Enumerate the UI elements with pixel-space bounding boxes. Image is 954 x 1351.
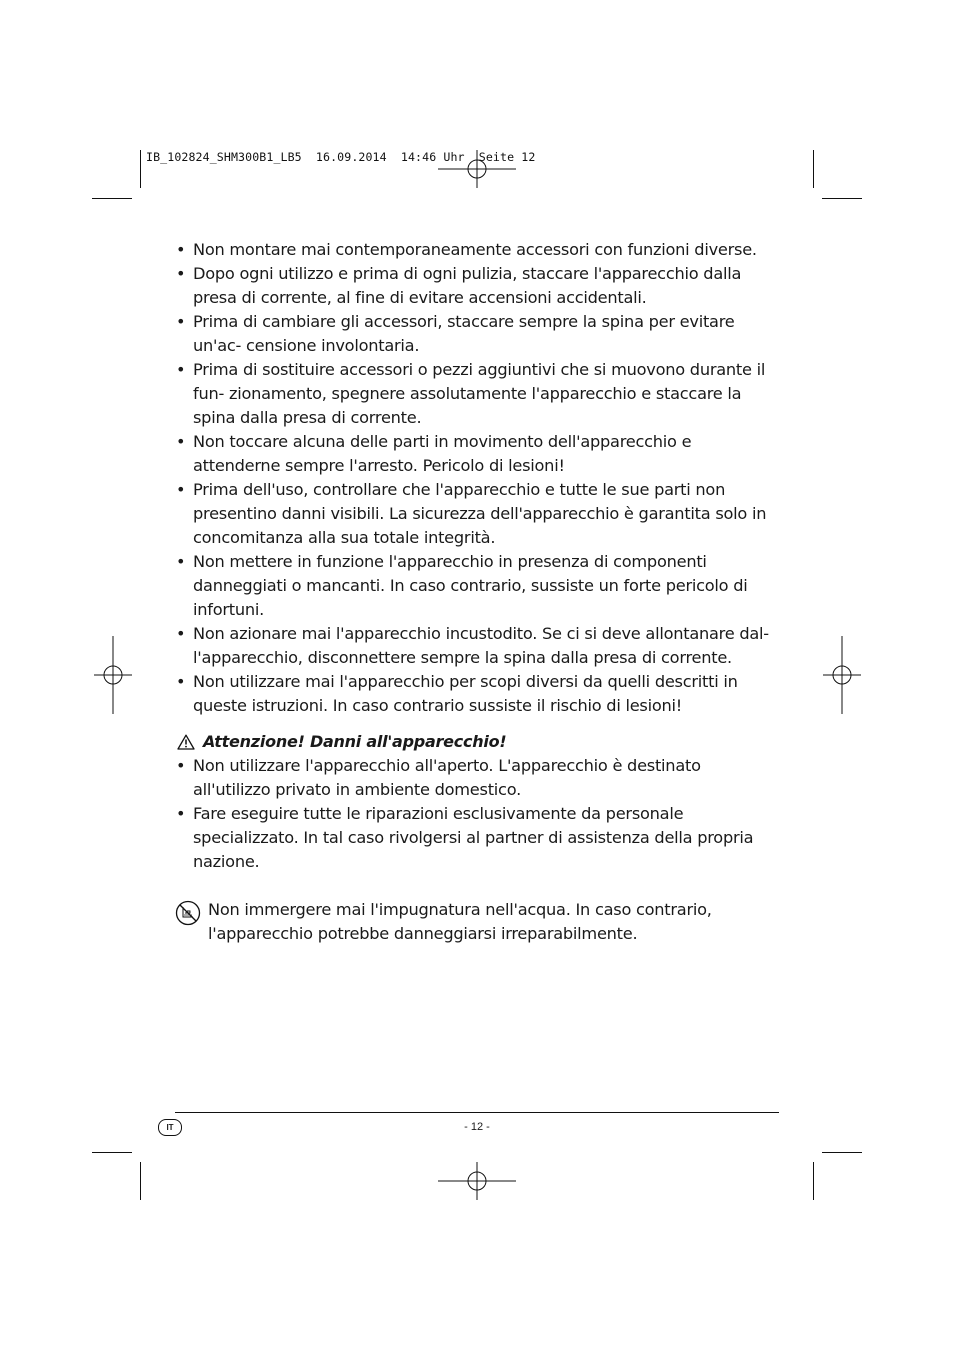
warning-triangle-icon — [177, 734, 195, 750]
bullet-marker: • — [176, 432, 186, 451]
list-item-text: Non utilizzare l'apparecchio all'aperto. L'apparecchio è destinato all'utilizzo privato in ambiente domestico. — [193, 756, 701, 799]
print-slug-line: IB_102824_SHM300B1_LB5 16.09.2014 14:46 Uhr Seite 12 — [146, 150, 536, 164]
registration-crosshair-icon — [438, 148, 516, 190]
list-item-text: Non mettere in funzione l'apparecchio in presenza di componenti danneggiati o mancanti. In caso contrario, sussiste un forte pericolo di infortuni. — [193, 552, 748, 619]
immersion-notice — [175, 898, 781, 946]
footer-rule — [175, 1112, 779, 1113]
list-item-text: Non utilizzare mai l'apparecchio per scopi diversi da quelli descritti in queste istruzioni. In caso contrario sussiste il rischio di lesioni! — [193, 672, 738, 715]
bullet-marker: • — [176, 240, 186, 259]
crop-mark — [813, 150, 814, 188]
list-item-text: Dopo ogni utilizzo e prima di ogni pulizia, staccare l'apparecchio dalla presa di corrente, al fine di evitare accensioni accidentali. — [193, 264, 742, 307]
crop-mark — [813, 1162, 814, 1200]
warning-heading-text: Attenzione! Danni all'apparecchio! — [203, 732, 507, 751]
bullet-marker: • — [176, 360, 186, 379]
list-item — [175, 358, 781, 430]
list-item-text: Non toccare alcuna delle parti in movimento dell'apparecchio e attenderne sempre l'arresto. Pericolo di lesioni! — [193, 432, 692, 475]
safety-bullet-list — [175, 238, 781, 718]
list-item-text: Prima di sostituire accessori o pezzi aggiuntivi che si muovono durante il fun- zionamento, spegnere assolutamente l'apparecchio e staccare la spina dalla presa di corrente. — [193, 360, 766, 427]
bullet-marker: • — [176, 804, 186, 823]
list-item — [175, 670, 781, 718]
list-item-text: Prima dell'uso, controllare che l'apparecchio e tutte le sue parti non presentino danni visibili. La sicurezza dell'apparecchio è garantita solo in concomitanza alla sua totale integrità. — [193, 480, 767, 547]
crop-mark — [822, 198, 862, 199]
list-item-text: Non azionare mai l'apparecchio incustodito. Se ci si deve allontanare dal- l'apparecchio, disconnettere sempre la spina dalla presa di corrente. — [193, 624, 769, 667]
bullet-marker: • — [176, 312, 186, 331]
crop-mark — [822, 1152, 862, 1153]
crop-mark — [140, 1162, 141, 1200]
crop-mark — [92, 198, 132, 199]
registration-crosshair-icon — [92, 636, 134, 714]
no-water-immersion-icon — [175, 900, 201, 926]
safety-instructions — [175, 238, 781, 946]
registration-crosshair-icon — [438, 1160, 516, 1202]
bullet-marker: • — [176, 672, 186, 691]
language-badge: IT — [158, 1119, 182, 1136]
crop-mark — [92, 1152, 132, 1153]
list-item — [175, 262, 781, 310]
list-item — [175, 754, 781, 802]
bullet-marker: • — [176, 480, 186, 499]
notice-icon-wrap — [175, 898, 208, 946]
list-item — [175, 238, 781, 262]
list-item — [175, 550, 781, 622]
crop-mark — [140, 150, 141, 188]
bullet-marker: • — [176, 552, 186, 571]
list-item — [175, 310, 781, 358]
bullet-marker: • — [176, 264, 186, 283]
list-item-text: Fare eseguire tutte le riparazioni esclusivamente da personale specializzato. In tal caso rivolgersi al partner di assistenza della propria nazione. — [193, 804, 754, 871]
registration-crosshair-icon — [821, 636, 863, 714]
list-item-text: Non montare mai contemporaneamente accessori con funzioni diverse. — [193, 240, 757, 259]
warning-heading — [175, 730, 781, 754]
bullet-marker: • — [176, 756, 186, 775]
page-number: - 12 - — [464, 1121, 490, 1133]
list-item — [175, 622, 781, 670]
list-item-text: Prima di cambiare gli accessori, staccare sempre la spina per evitare un'ac- censione involontaria. — [193, 312, 735, 355]
list-item — [175, 478, 781, 550]
list-item — [175, 430, 781, 478]
damage-bullet-list — [175, 754, 781, 874]
bullet-marker: • — [176, 624, 186, 643]
notice-text: Non immergere mai l'impugnatura nell'acqua. In caso contrario, l'apparecchio potrebbe danneggiarsi irreparabilmente. — [208, 900, 712, 943]
list-item — [175, 802, 781, 874]
